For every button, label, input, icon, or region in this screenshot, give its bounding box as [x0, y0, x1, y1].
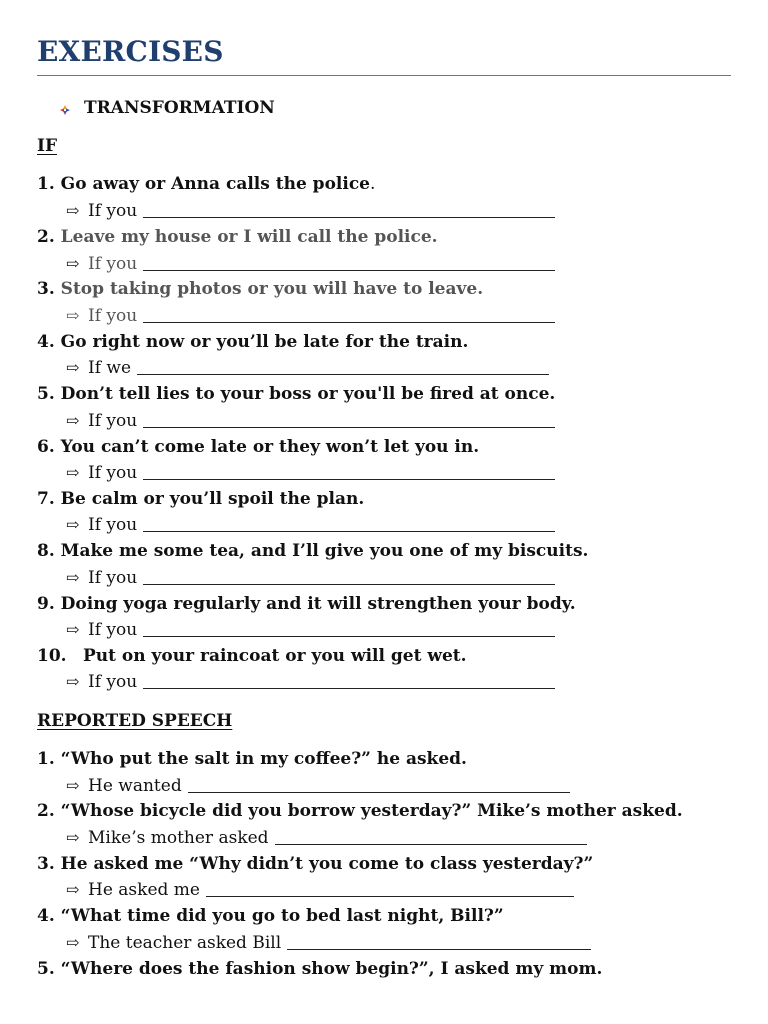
if-answer-7[interactable]	[66, 513, 555, 537]
arrow-right-icon: ⇨	[66, 515, 80, 534]
arrow-right-icon: ⇨	[66, 672, 80, 691]
arrow-right-icon: ⇨	[66, 463, 80, 482]
arrow-right-icon: ⇨	[66, 828, 80, 847]
question-text: Make me some tea, and I’ll give you one of my biscuits.	[60, 541, 589, 561]
if-answer-10[interactable]	[66, 670, 555, 694]
answer-blank[interactable]	[143, 465, 555, 480]
answer-blank[interactable]	[143, 674, 555, 689]
if-question-5	[37, 382, 731, 406]
answer-prompt: If you	[88, 568, 138, 588]
answer-blank[interactable]	[143, 570, 555, 585]
reported-question-3	[37, 852, 731, 876]
reported-answer-4[interactable]	[66, 931, 591, 955]
question-number: 3.	[37, 854, 55, 874]
reported-question-1	[37, 747, 731, 771]
question-suffix: .	[370, 174, 376, 194]
if-question-7	[37, 487, 731, 511]
question-text: Doing yoga regularly and it will strengthen your body.	[60, 594, 576, 614]
question-text: Leave my house or I will call the police.	[60, 227, 438, 247]
question-text: He asked me “Why didn’t you come to class yesterday?”	[60, 854, 594, 874]
if-question-9	[37, 592, 731, 616]
if-answer-3[interactable]	[66, 304, 555, 328]
if-question-6	[37, 435, 731, 459]
question-number: 5.	[37, 384, 55, 404]
if-answer-5[interactable]	[66, 409, 555, 433]
answer-prompt: If you	[88, 463, 138, 483]
question-number: 8.	[37, 541, 55, 561]
arrow-right-icon: ⇨	[66, 306, 80, 325]
question-text: “What time did you go to bed last night, Bill?”	[60, 906, 504, 926]
answer-blank[interactable]	[143, 203, 555, 218]
arrow-right-icon: ⇨	[66, 411, 80, 430]
if-question-8	[37, 539, 731, 563]
answer-blank[interactable]	[206, 882, 574, 897]
answer-blank[interactable]	[143, 413, 555, 428]
bullet-label: TRANSFORMATION	[84, 98, 275, 118]
answer-prompt: If you	[88, 620, 138, 640]
section-heading-reported-speech: REPORTED SPEECH	[37, 711, 233, 731]
answer-prompt: Mike’s mother asked	[88, 828, 269, 848]
if-answer-8[interactable]	[66, 566, 555, 590]
if-question-1	[37, 172, 731, 196]
question-text: “Who put the salt in my coffee?” he asked.	[60, 749, 467, 769]
if-answer-4[interactable]	[66, 356, 549, 380]
question-number: 6.	[37, 437, 55, 457]
answer-blank[interactable]	[143, 517, 555, 532]
if-answer-1[interactable]	[66, 199, 555, 223]
if-answer-9[interactable]	[66, 618, 555, 642]
if-question-4	[37, 330, 731, 354]
answer-prompt: He asked me	[88, 880, 200, 900]
if-question-3	[37, 277, 731, 301]
arrow-right-icon: ⇨	[66, 880, 80, 899]
answer-blank[interactable]	[188, 778, 570, 793]
if-question-2	[37, 225, 731, 249]
question-text: Go right now or you’ll be late for the train.	[60, 332, 469, 352]
title-divider	[37, 75, 731, 76]
answer-prompt: The teacher asked Bill	[88, 933, 282, 953]
section-heading-if: IF	[37, 136, 58, 156]
question-number: 2.	[37, 227, 55, 247]
if-question-10	[37, 644, 731, 668]
reported-question-5	[37, 957, 731, 981]
question-text: Stop taking photos or you will have to leave.	[60, 279, 484, 299]
question-number: 1.	[37, 174, 55, 194]
answer-prompt: If you	[88, 201, 138, 221]
answer-blank[interactable]	[137, 360, 549, 375]
question-number: 3.	[37, 279, 55, 299]
answer-blank[interactable]	[143, 256, 555, 271]
reported-question-4	[37, 904, 731, 928]
question-number: 4.	[37, 906, 55, 926]
question-text: Be calm or you’ll spoil the plan.	[60, 489, 365, 509]
if-answer-2[interactable]	[66, 252, 555, 276]
answer-prompt: If you	[88, 306, 138, 326]
arrow-right-icon: ⇨	[66, 254, 80, 273]
answer-blank[interactable]	[287, 935, 591, 950]
question-text: “Where does the fashion show begin?”, I asked my mom.	[60, 959, 603, 979]
question-text: Put on your raincoat or you will get wet.	[83, 646, 467, 666]
answer-prompt: If you	[88, 254, 138, 274]
answer-prompt: If we	[88, 358, 132, 378]
answer-blank[interactable]	[275, 830, 587, 845]
transformation-bullet	[59, 96, 275, 120]
question-number: 10.	[37, 646, 67, 666]
answer-prompt: If you	[88, 515, 138, 535]
page-title: EXERCISES	[37, 35, 224, 68]
answer-blank[interactable]	[143, 622, 555, 637]
question-number: 4.	[37, 332, 55, 352]
question-number: 9.	[37, 594, 55, 614]
question-text: Go away or Anna calls the police	[60, 174, 370, 194]
reported-question-2	[37, 799, 731, 823]
arrow-right-icon: ⇨	[66, 776, 80, 795]
reported-answer-3[interactable]	[66, 878, 574, 902]
arrow-right-icon: ⇨	[66, 358, 80, 377]
arrow-bullet-icon	[59, 104, 71, 116]
question-number: 1.	[37, 749, 55, 769]
question-text: Don’t tell lies to your boss or you'll be fired at once.	[60, 384, 556, 404]
question-text: You can’t come late or they won’t let you in.	[60, 437, 480, 457]
arrow-right-icon: ⇨	[66, 933, 80, 952]
arrow-right-icon: ⇨	[66, 568, 80, 587]
question-number: 5.	[37, 959, 55, 979]
answer-prompt: He wanted	[88, 776, 182, 796]
arrow-right-icon: ⇨	[66, 201, 80, 220]
answer-blank[interactable]	[143, 308, 555, 323]
reported-answer-2[interactable]	[66, 826, 587, 850]
answer-prompt: If you	[88, 411, 138, 431]
question-number: 7.	[37, 489, 55, 509]
arrow-right-icon: ⇨	[66, 620, 80, 639]
question-text: “Whose bicycle did you borrow yesterday?” Mike’s mother asked.	[60, 801, 683, 821]
answer-prompt: If you	[88, 672, 138, 692]
reported-answer-1[interactable]	[66, 774, 570, 798]
question-number: 2.	[37, 801, 55, 821]
if-answer-6[interactable]	[66, 461, 555, 485]
